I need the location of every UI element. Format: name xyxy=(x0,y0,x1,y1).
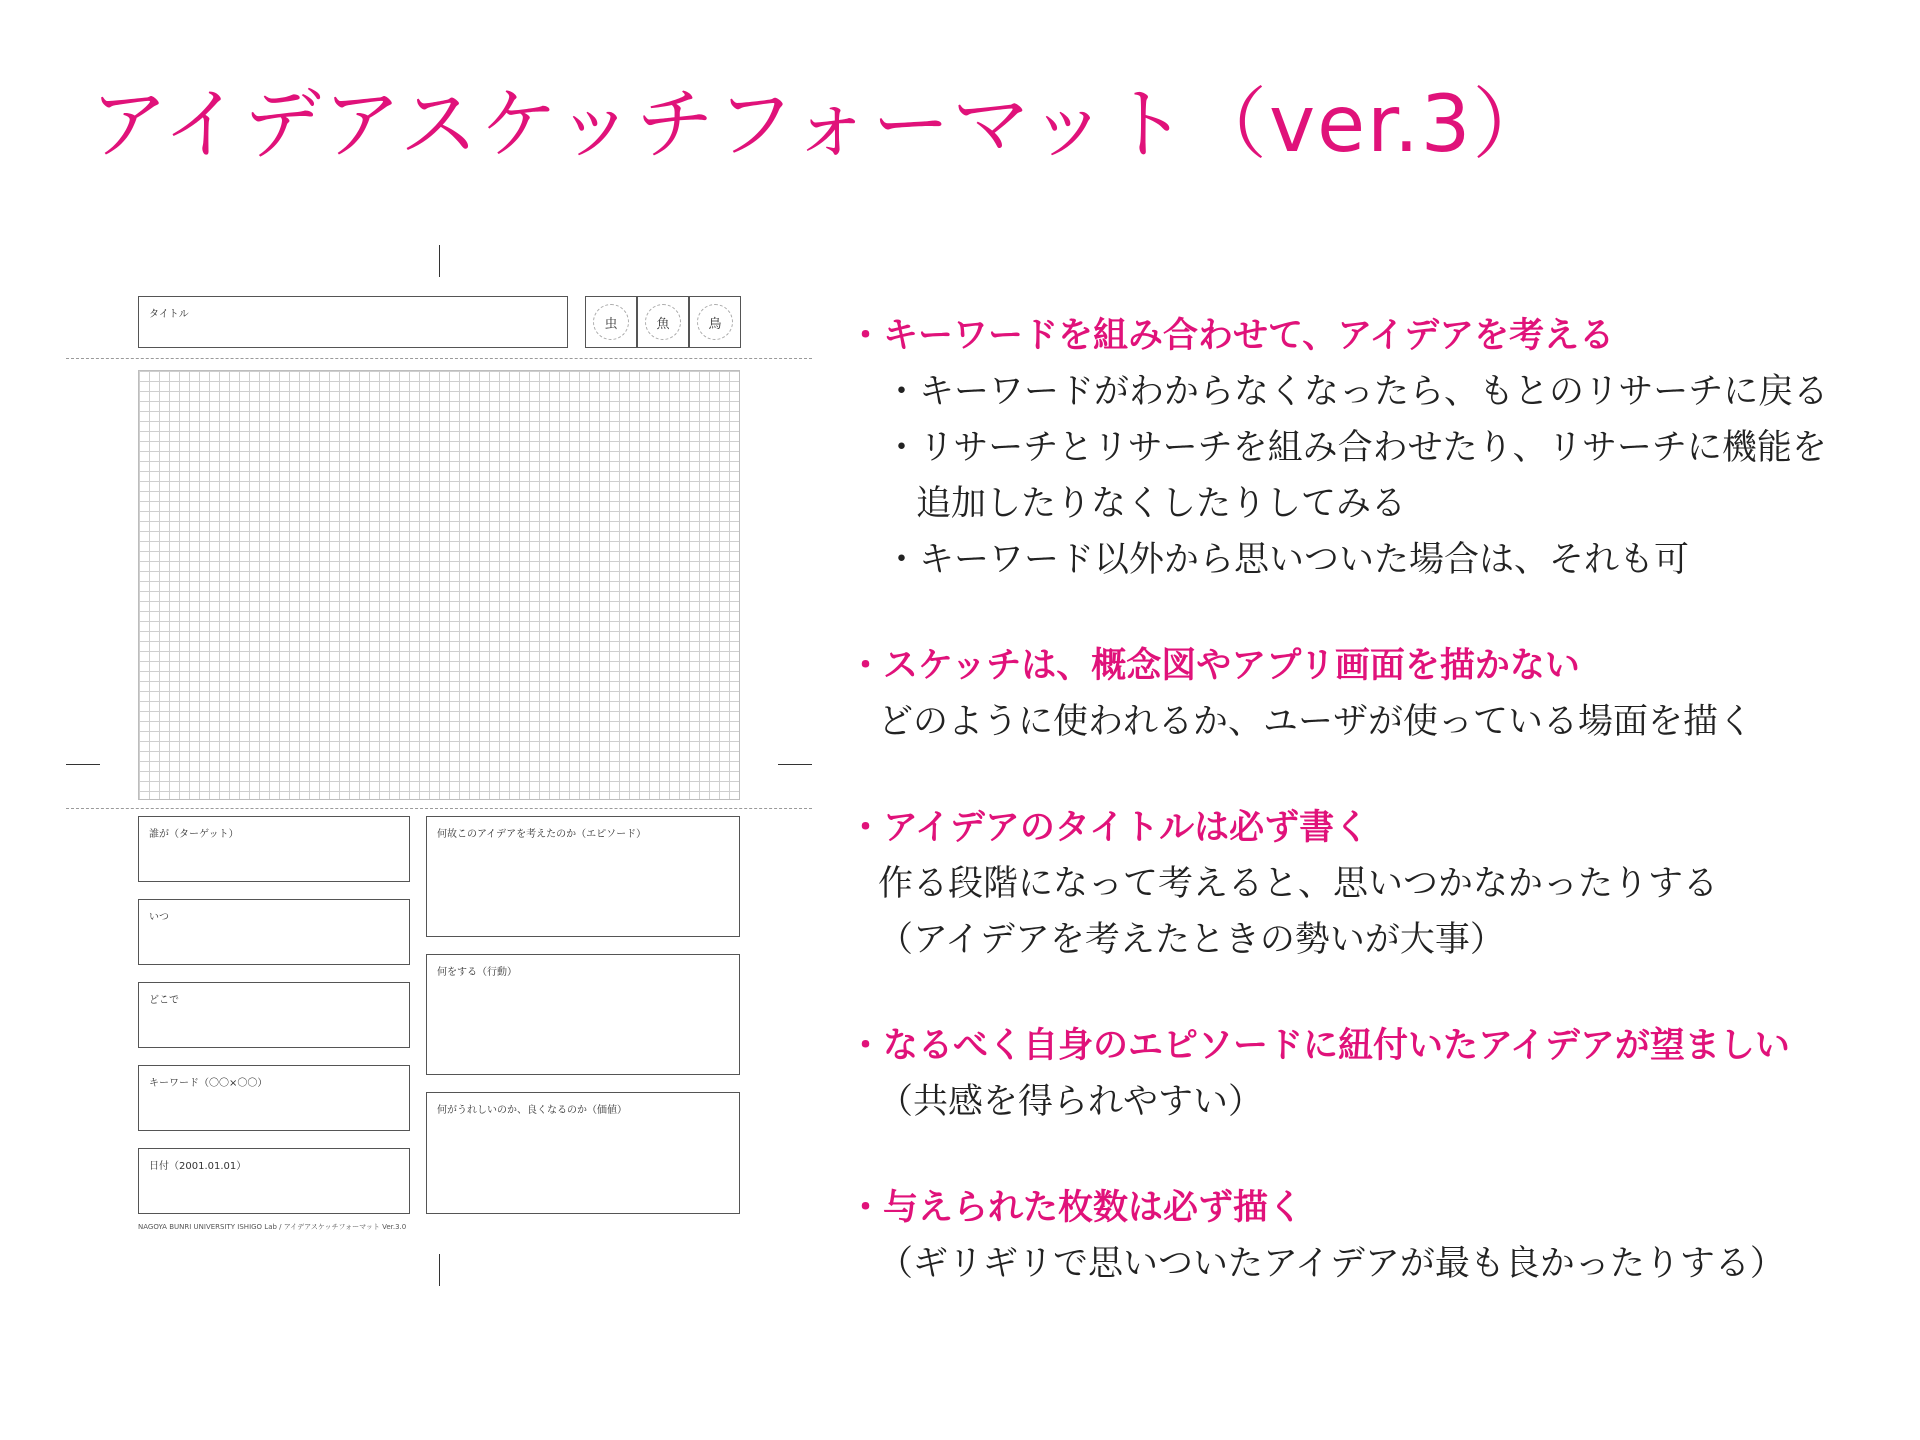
crop-mark-left xyxy=(66,764,100,765)
title-field[interactable] xyxy=(138,296,568,348)
episode-field-label: 何故このアイデアを考えたのか（エピソード） xyxy=(437,829,647,840)
action-field[interactable] xyxy=(426,954,740,1075)
page-title: アイデアスケッチフォーマット（ver.3） xyxy=(90,80,1553,170)
title-field-label: タイトル xyxy=(149,309,189,320)
action-field-label: 何をする（行動） xyxy=(437,967,517,978)
footer-credit: NAGOYA BUNRI UNIVERSITY ISHIGO Lab / アイデアスケッチフォーマット Ver.3.0 xyxy=(138,1223,407,1231)
when-field-label: いつ xyxy=(149,912,169,923)
stamp-fish[interactable] xyxy=(637,296,689,348)
guideline-3-heading: ・アイデアのタイトルは必ず書く xyxy=(848,808,1370,848)
guidelines xyxy=(848,308,1898,1292)
spacer xyxy=(848,750,1898,800)
where-field-label: どこで xyxy=(149,995,179,1006)
cut-line-bottom xyxy=(66,808,812,809)
date-field[interactable] xyxy=(138,1148,410,1214)
who-field-label: 誰が（ターゲット） xyxy=(149,829,239,840)
cut-line-top xyxy=(66,358,812,359)
guideline-3-body: （アイデアを考えたときの勢いが大事） xyxy=(878,920,1505,960)
guideline-3-body: 作る段階になって考えると、思いつかなかったりする xyxy=(878,864,1719,904)
sketch-grid[interactable] xyxy=(138,370,740,800)
stamp-insect-label: 虫 xyxy=(593,304,629,340)
stamp-insect[interactable] xyxy=(585,296,637,348)
guideline-5-heading: ・与えられた枚数は必ず描く xyxy=(848,1188,1304,1228)
sketch-form-sheet xyxy=(0,0,820,1440)
guideline-2-heading: ・スケッチは、概念図やアプリ画面を描かない xyxy=(848,646,1580,686)
spacer xyxy=(848,968,1898,1018)
spacer xyxy=(848,588,1898,638)
guideline-1-item: ・キーワード以外から思いついた場合は、それも可 xyxy=(884,540,1690,580)
spacer xyxy=(848,1130,1898,1180)
keyword-field-label: キーワード（〇〇×〇〇） xyxy=(149,1078,268,1089)
value-field-label: 何がうれしいのか、良くなるのか（価値） xyxy=(437,1105,627,1116)
value-field[interactable] xyxy=(426,1092,740,1214)
keyword-field[interactable] xyxy=(138,1065,410,1131)
stamp-bird-label: 鳥 xyxy=(697,304,733,340)
guideline-1-item: ・リサーチとリサーチを組み合わせたり、リサーチに機能を xyxy=(884,428,1827,468)
guideline-5-body: （ギリギリで思いついたアイデアが最も良かったりする） xyxy=(878,1244,1785,1284)
guideline-1-item: 追加したりなくしたりしてみる xyxy=(916,484,1407,524)
guideline-1-item: ・キーワードがわからなくなったら、もとのリサーチに戻る xyxy=(884,372,1829,412)
stamp-fish-label: 魚 xyxy=(645,304,681,340)
who-field[interactable] xyxy=(138,816,410,882)
guideline-4-heading: ・なるべく自身のエピソードに紐付いたアイデアが望ましい xyxy=(848,1026,1790,1066)
guideline-2-body: どのように使われるか、ユーザが使っている場面を描く xyxy=(878,702,1754,742)
date-field-label: 日付（2001.01.01） xyxy=(149,1161,247,1172)
crop-mark-top xyxy=(439,245,440,277)
guideline-1-heading: ・キーワードを組み合わせて、アイデアを考える xyxy=(848,316,1615,356)
crop-mark-right xyxy=(778,764,812,765)
stamp-bird[interactable] xyxy=(689,296,741,348)
crop-mark-bottom xyxy=(439,1254,440,1286)
when-field[interactable] xyxy=(138,899,410,965)
where-field[interactable] xyxy=(138,982,410,1048)
episode-field[interactable] xyxy=(426,816,740,937)
guideline-4-body: （共感を得られやすい） xyxy=(878,1082,1264,1122)
